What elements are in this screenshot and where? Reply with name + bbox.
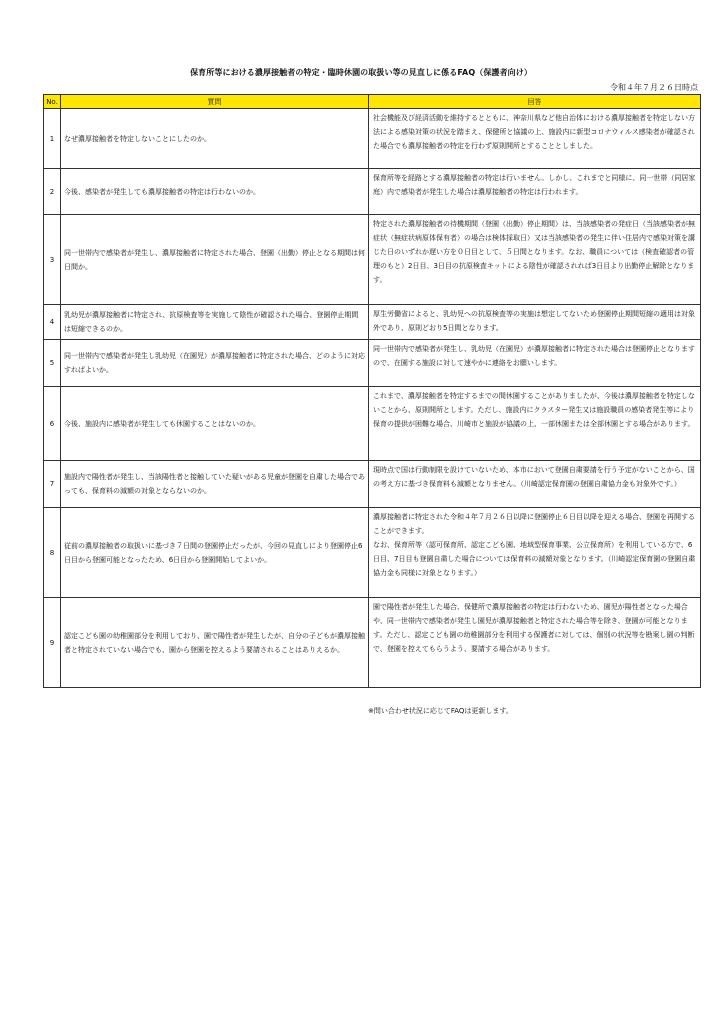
table-row: [44, 598, 701, 688]
row-number: 4: [44, 305, 61, 340]
as-of-date: 令和４年７月２６日時点: [610, 83, 698, 92]
header-no: No.: [44, 95, 61, 109]
table-row: [44, 461, 701, 508]
question-cell: 今後、施設内に感染者が発生しても休園することはないのか。: [61, 387, 369, 461]
table-row: [44, 109, 701, 169]
row-number: 6: [44, 387, 61, 461]
row-number: 7: [44, 461, 61, 508]
table-row: [44, 340, 701, 387]
question-cell: 今後、感染者が発生しても濃厚接触者の特定は行わないのか。: [61, 169, 369, 215]
header-question: 質問: [61, 95, 369, 109]
question-cell: 認定こども園の幼稚園部分を利用しており、園で陽性者が発生したが、自分の子どもが濃厚接触者と特定されていない場合でも、園から登園を控えるよう要請されることはありえるか。: [61, 598, 369, 688]
row-number: 5: [44, 340, 61, 387]
row-number: 9: [44, 598, 61, 688]
answer-cell: 現時点で国は行動制限を設けていないため、本市において登園自粛要請を行う予定がないことから、国の考え方に基づき保育料も減額となりません。（川崎認定保育園の登園自粛協力金も対象外です。）: [369, 461, 701, 508]
question-cell: 同一世帯内で感染者が発生し乳幼児（在園児）が濃厚接触者に特定された場合、どのように対応すればよいか。: [61, 340, 369, 387]
table-header-row: [44, 95, 701, 109]
answer-cell: 保育所等を経路とする濃厚接触者の特定は行いません。しかし、これまでと同様に、同一世帯（同居家庭）内で感染者が発生した場合は濃厚接触者の特定は行われます。: [369, 169, 701, 215]
faq-table: [43, 94, 701, 688]
answer-cell: 園で陽性者が発生した場合、保健所で濃厚接触者の特定は行わないため、園児が陽性者となった場合や、同一世帯内で感染者が発生し園児が濃厚接触者と特定された場合等を除き、登園が可能となります。ただし、認定こども園の幼稚園部分を利用する保護者に対しては、個別の状況等を勘案し園の判断で、登園を控えてもらうよう、要請する場合があります。: [369, 598, 701, 688]
table-row: [44, 169, 701, 215]
row-number: 2: [44, 169, 61, 215]
row-number: 1: [44, 109, 61, 169]
question-cell: なぜ濃厚接触者を特定しないことにしたのか。: [61, 109, 369, 169]
answer-cell: 同一世帯内で感染者が発生し、乳幼児（在園児）が濃厚接触者に特定された場合は登園停止となりますので、在園する施設に対して速やかに連絡をお願いします。: [369, 340, 701, 387]
row-number: 3: [44, 215, 61, 305]
row-number: 8: [44, 508, 61, 598]
table-row: [44, 508, 701, 598]
update-note: ※問い合わせ状況に応じてFAQは更新します。: [368, 707, 513, 715]
question-cell: 施設内で陽性者が発生し、当該陽性者と接触していた疑いがある児童が登園を自粛した場合であっても、保育料の減額の対象とならないのか。: [61, 461, 369, 508]
answer-cell: 厚生労働省によると、乳幼児への抗原検査等の実施は想定してないため登園停止期間短縮の適用は対象外であり、原則どおり5日間となります。: [369, 305, 701, 340]
table-row: [44, 387, 701, 461]
question-cell: 同一世帯内で感染者が発生し、濃厚接触者に特定された場合、登園（出勤）停止となる期間は何日間か。: [61, 215, 369, 305]
answer-cell: 濃厚接触者に特定された令和４年７月２６日以降に登園停止６日目以降を迎える場合、登園を再開することができます。 なお、保育所等（認可保育所、認定こども園、地域型保育事業、公立保育所）を利用している方で、6日目、7日目も登園自粛した場合については保育料の減額対象となります。（川崎認定保育園の登園自粛協力金も同様に対象となります。）: [369, 508, 701, 598]
table-row: [44, 215, 701, 305]
question-cell: 従前の濃厚接触者の取扱いに基づき７日間の登園停止だったが、今回の見直しにより登園停止6日目から登園可能となったため、6日目から登園開始してよいか。: [61, 508, 369, 598]
answer-cell: 社会機能及び経済活動を維持するとともに、神奈川県など他自治体における濃厚接触者を特定しない方法による感染対策の状況を踏まえ、保健所と協議の上、施設内に新型コロナウィルス感染者が確認された場合でも濃厚接触者の特定を行わず原則開所とすることとしました。: [369, 109, 701, 169]
table-row: [44, 305, 701, 340]
answer-cell: これまで、濃厚接触者を特定するまでの間休園することがありましたが、今後は濃厚接触者を特定しないことから、原則開所とします。ただし、施設内にクラスター発生又は施設職員の感染者発生等により保育の提供が困難な場合、川崎市と施設が協議の上、一部休園または全部休園とする場合があります。: [369, 387, 701, 461]
question-cell: 乳幼児が濃厚接触者に特定され、抗原検査等を実施して陰性が確認された場合、登園停止期間は短縮できるのか。: [61, 305, 369, 340]
answer-cell: 特定された濃厚接触者の待機期間（登園（出勤）停止期間）は、当該感染者の発症日（当該感染者が無症状（無症状病原体保有者）の場合は検体採取日）又は当該感染者の発生に伴い住居内で感染対策を講じた日のいずれか遅い方を０日目として、５日間となります。なお、職員については（検査確認者の管理のもと）2日目、3日目の抗原検査キットによる陰性が確認されれば3日目より出勤停止解除となります。: [369, 215, 701, 305]
header-answer: 回答: [369, 95, 701, 109]
document-title: 保育所等における濃厚接触者の特定・臨時休園の取扱い等の見直しに係るFAQ（保護者向け）: [190, 68, 532, 77]
